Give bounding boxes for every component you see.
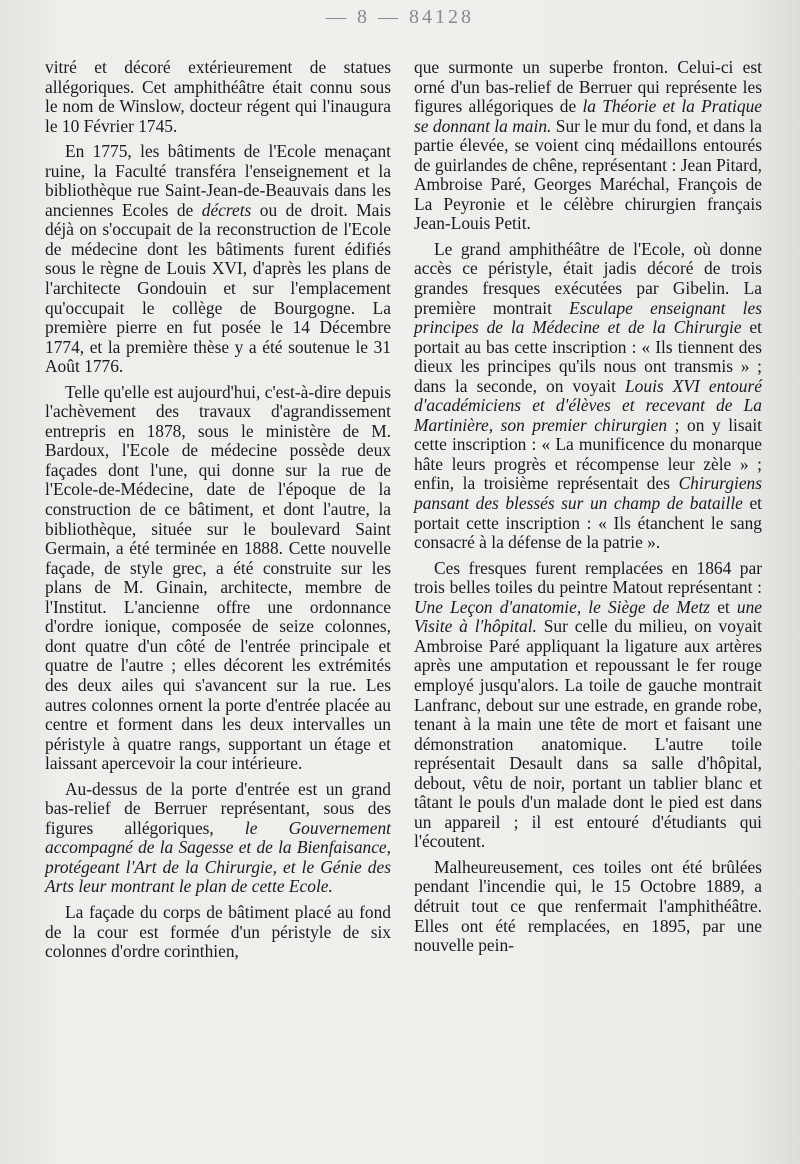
paragraph — [45, 58, 391, 136]
paragraph-text: et portait au bas cette inscription : « Ils tiennent des dieux les principes qu'ils nous ont transmis » ; dans la seconde, on voyait — [414, 317, 762, 396]
paragraph — [45, 903, 391, 962]
paragraph — [414, 858, 762, 956]
paragraph-text: Ces fresques furent remplacées en 1864 par trois belles toiles du peintre Matout représentant : — [414, 557, 762, 598]
italic-text: Esculape enseignant les principes de la Médecine et de la Chirurgie — [414, 297, 762, 338]
paragraph-text: ; on y lisait cette inscription : « La munificence du monarque hâte leurs progrès et récompense leur zèle » ; enfin, la troisième représentait des — [414, 414, 763, 494]
paragraph-text: La façade du corps de bâtiment placé au fond de la cour est formée d'un péristyle de six colonnes d'ordre corinthien, — [45, 901, 391, 962]
italic-text: la Théorie et la Pratique se donnant la main. — [414, 96, 762, 136]
paragraph-text: Malheureusement, ces toiles ont été brûlées pendant l'incendie qui, le 15 Octobre 1889, a détruit tout ce que renfermait l'amphithéâtre. Elles ont été remplacées, en 1895, par une nouvelle pein- — [414, 856, 762, 956]
right-column — [414, 58, 762, 956]
paragraph-text: Sur le mur du fond, et dans la partie élevée, se voient cinq médaillons entourés de guirlandes de chêne, représentant : Jean Pitard, Ambroise Paré, Georges Maréchal, François de La Peyronie et le célèbre chirurgien français Jean-Louis Petit. — [414, 115, 762, 234]
paragraph — [45, 142, 391, 377]
paragraph-text: Le grand amphithéâtre de l'Ecole, où donne accès ce péristyle, était jadis décoré de trois grandes fresques exécutées par Gibelin. La première montrait — [414, 238, 762, 318]
paragraph-text: Au-dessus de la porte d'entrée est un grand bas-relief de Berruer représentant, sous des figures allégoriques, — [45, 778, 391, 838]
italic-text: une Visite à l'hôpital. — [414, 596, 762, 637]
paragraph-text: Telle qu'elle est aujourd'hui, c'est-à-dire depuis l'achèvement des travaux d'agrandissement entrepris en 1878, sous le ministère de M. Bardoux, l'Ecole de médecine possède deux façades dont l'une, qui donne sur la rue de l'Ecole-de-Médecine, date de l'époque de la construction de ce bâtiment, et dont l'autre, la bibliothèque, située sur le boulevard Saint Germain, a été terminée en 1888. Cette nouvelle façade, de style grec, a été construite sur les plans de M. Ginain, architecte, membre de l'Institut. L'ancienne offre une ordonnance d'ordre ionique, composée de seize colonnes, dont quatre d'un côté de l'entrée principale et quatre de l'autre ; elles décorent les extrémités des deux ailes qui s'avancent sur la rue. Les autres colonnes ornent la porte d'entrée placée au centre et forment dans les deux intervalles un péristyle à quatre rangs, supportant un étage et laissant apercevoir la cour intérieure. — [45, 381, 391, 774]
page-header-mark: — 8 — 84128 — [326, 6, 474, 28]
italic-text: le Gouvernement accompagné de la Sagesse et de la Bienfaisance, protégeant l'Art de la Chirurgie, et le Génie des Arts leur montrant le plan de cette Ecole. — [45, 817, 391, 897]
italic-text: Une Leçon d'anatomie, le Siège de Metz — [414, 596, 711, 617]
paragraph-text: vitré et décoré extérieurement de statues allégoriques. Cet amphithéâtre était connu sous le nom de Winslow, docteur régent qui l'inaugura le 10 Février 1745. — [45, 57, 391, 136]
paragraph — [414, 58, 762, 234]
paragraph-text: ou de droit. Mais déjà on s'occupait de la reconstruction de l'Ecole de médecine dont les bâtiments furent édifiés sous le règne de Louis XVI, d'après les plans de l'architecte Gondouin et sur l'emplacement qu'occupait le collège de Bourgogne. La première pierre en fut posée le 14 Décembre 1774, et la première thèse y a été soutenue le 31 Août 1776. — [45, 199, 391, 377]
paragraph-text: et — [710, 596, 737, 617]
paragraph — [45, 383, 391, 774]
paragraph-text: Sur celle du milieu, on voyait Ambroise Paré appliquant la ligature aux artères après une amputation et repoussant le fer rouge employé jusqu'alors. La toile de gauche montrait Lanfranc, debout sur une estrade, en grande robe, tenant à la main une tête de mort et faisant une démonstration anatomique. L'autre toile représentait Desault dans sa salle d'hôpital, debout, vêtu de noir, portant un tablier blanc et tâtant le pouls d'un malade dont le pied est dans un appareil ; il est entouré d'étudiants qui l'écoutent. — [414, 616, 762, 852]
paragraph — [414, 559, 762, 852]
italic-text: décrets — [201, 199, 252, 220]
italic-text: Louis XVI entouré d'académiciens et d'élèves et recevant de La Martinière, son premier chirurgien — [414, 375, 762, 435]
paragraph — [45, 780, 391, 897]
paragraph-text: et portait cette inscription : « Ils étanchent le sang consacré à la défense de la patrie ». — [414, 493, 762, 553]
paragraph-text: En 1775, les bâtiments de l'Ecole menaçant ruine, la Faculté transféra l'enseignement et la bibliothèque rue Saint-Jean-de-Beauvais dans les anciennes Ecoles de — [45, 141, 391, 220]
paragraph-text: que surmonte un superbe fronton. Celui-ci est orné d'un bas-relief de Berruer qui représente les figures allégoriques de — [414, 57, 762, 117]
paragraph — [414, 240, 762, 553]
left-column — [45, 58, 391, 962]
italic-text: Chirurgiens pansant des blessés sur un champ de bataille — [414, 473, 762, 514]
